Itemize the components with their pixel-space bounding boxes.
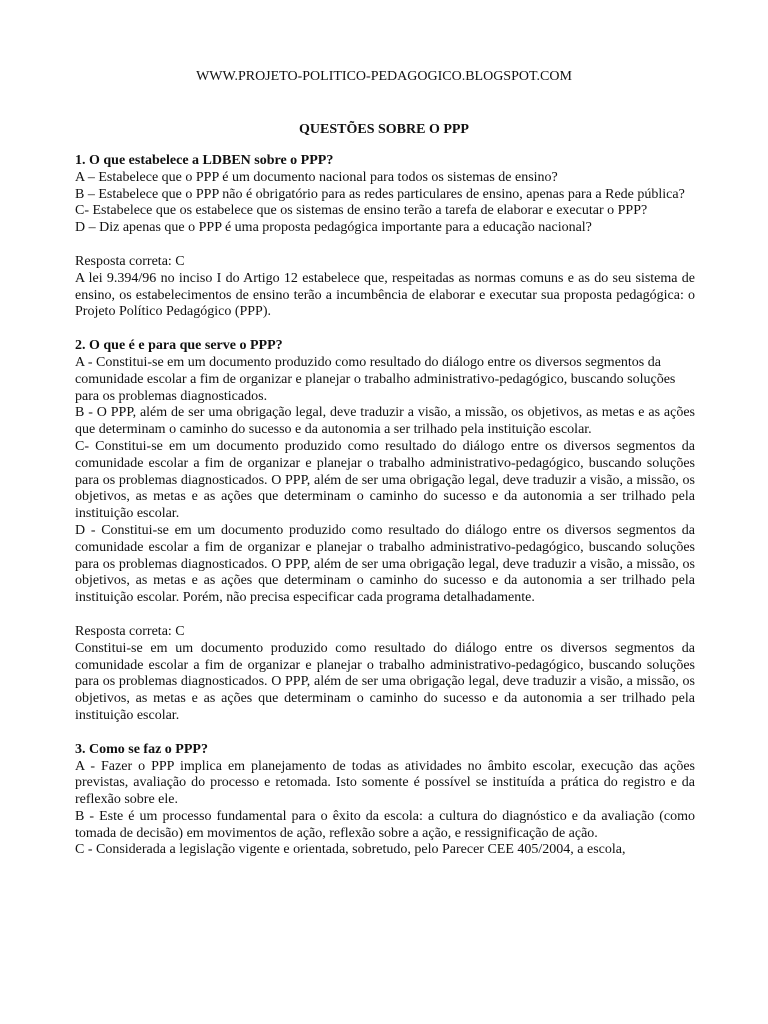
spacer [75, 607, 695, 624]
question-2-option-d: D - Constitui-se em um documento produzido como resultado do diálogo entre os diversos segmentos da comunidade escolar a fim de organizar e planejar o trabalho administrativo-pedagógico, buscando soluções para os problemas diagnosticados. O PPP, além de ser uma obrigação legal, deve traduzir a visão, a missão, os objetivos, as metas e as ações que determinam o caminho do sucesso e da autonomia a ser trilhado pela instituição escolar. Porém, não precisa especificar cada programa detalhadamente. [75, 522, 695, 606]
question-3-option-c: C - Considerada a legislação vigente e orientada, sobretudo, pelo Parecer CEE 405/2004, a escola, [75, 842, 626, 858]
spacer [75, 321, 695, 338]
question-2-option-c: C- Constitui-se em um documento produzido como resultado do diálogo entre os diversos segmentos da comunidade escolar a fim de organizar e planejar o trabalho administrativo-pedagógico, buscando soluções para os problemas diagnosticados. O PPP, além de ser uma obrigação legal, deve traduzir a visão, a missão, os objetivos, as metas e as ações que determinam o caminho do sucesso e da autonomia a ser trilhado pela instituição escolar. [75, 438, 695, 522]
question-2-explanation: Constitui-se em um documento produzido como resultado do diálogo entre os diversos segmentos da comunidade escolar a fim de organizar e planejar o trabalho administrativo-pedagógico, buscando soluções para os problemas diagnosticados. O PPP, além de ser uma obrigação legal, deve traduzir a visão, a missão, os objetivos, as metas e as ações que determinam o caminho do sucesso e da autonomia a ser trilhado pela instituição escolar. [75, 640, 695, 723]
header-url: WWW.PROJETO-POLITICO-PEDAGOGICO.BLOGSPOT.COM [196, 69, 572, 84]
question-1-explanation: A lei 9.394/96 no inciso I do Artigo 12 estabelece que, respeitadas as normas comuns e as do seu sistema de ensino, os estabelecimentos de ensino terão a incumbência de elaborar e executar sua proposta pedagógica: o Projeto Político Pedagógico (PPP). [75, 270, 695, 320]
question-1-answer: Resposta correta: C [75, 253, 185, 269]
question-1-option-d: D – Diz apenas que o PPP é uma proposta pedagógica importante para a educação nacional? [75, 220, 592, 236]
spacer [75, 725, 695, 742]
question-2-heading: 2. O que é e para que serve o PPP? [75, 338, 283, 354]
question-3-option-b: B - Este é um processo fundamental para o êxito da escola: a cultura do diagnóstico e da avaliação (como tomada de decisão) em movimentos de ação, reflexão sobre a ação, e ressignificação de ação. [75, 808, 695, 841]
question-2-option-a: A - Constitui-se em um documento produzido como resultado do diálogo entre os diversos segmentos da comunidade escolar a fim de organizar e planejar o trabalho administrativo-pedagógico, buscando soluções para os problemas diagnosticados. [75, 354, 676, 404]
question-1-option-c: C- Estabelece que os estabelece que os sistemas de ensino terão a tarefa de elaborar e executar o PPP? [75, 203, 648, 219]
question-2-option-b: B - O PPP, além de ser uma obrigação legal, deve traduzir a visão, a missão, os objetivos, as metas e as ações que determinam o caminho do sucesso e da autonomia a ser trilhado pela instituição escolar. [75, 405, 695, 438]
question-1-heading: 1. O que estabelece a LDBEN sobre o PPP? [75, 153, 334, 168]
spacer [75, 237, 695, 254]
document-body [75, 153, 695, 859]
page-title: QUESTÕES SOBRE O PPP [299, 122, 469, 137]
question-1-option-a: A – Estabelece que o PPP é um documento nacional para todos os sistemas de ensino? [75, 169, 558, 185]
question-3-heading: 3. Como se faz o PPP? [75, 741, 208, 757]
question-2-answer: Resposta correta: C [75, 623, 185, 639]
question-3-option-a: A - Fazer o PPP implica em planejamento de todas as atividades no âmbito escolar, execução das ações previstas, avaliação do processo e retomada. Isto somente é possível se instituída a prática do registro e da reflexão sobre ele. [75, 758, 695, 808]
question-1-option-b: B – Estabelece que o PPP não é obrigatório para as redes particulares de ensino, apenas para a Rede pública? [75, 186, 685, 202]
